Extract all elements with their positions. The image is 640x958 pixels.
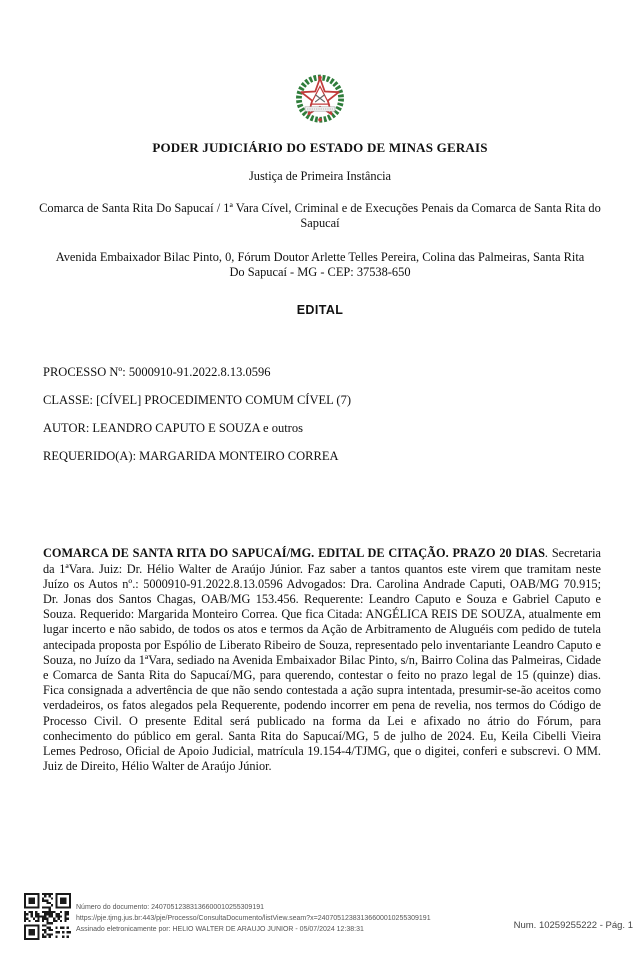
case-info-block xyxy=(43,365,600,477)
comarca-line: Comarca de Santa Rita Do Sapucaí / 1ª Vara Cível, Criminal e de Execuções Penais da Comarca de Santa Rita do Sapucaí xyxy=(39,201,601,230)
processo-line: PROCESSO Nº: 5000910-91.2022.8.13.0596 xyxy=(43,365,271,379)
qr-code-icon xyxy=(24,893,71,940)
classe-line: CLASSE: [CÍVEL] PROCEDIMENTO COMUM CÍVEL (7) xyxy=(43,393,351,407)
footer-signed-by: Assinado eletronicamente por: HELIO WALTER DE ARAUJO JUNIOR - 05/07/2024 12:38:31 xyxy=(76,926,364,933)
document-title: EDITAL xyxy=(296,303,344,317)
edital-body-lead: COMARCA DE SANTA RITA DO SAPUCAÍ/MG. EDITAL DE CITAÇÃO. PRAZO 20 DIAS xyxy=(43,546,545,561)
court-name: PODER JUDICIÁRIO DO ESTADO DE MINAS GERAIS xyxy=(152,140,488,155)
footer-document-url: https://pje.tjmg.jus.br:443/pje/Processo/ConsultaDocumento/listView.seam?x=24070512383136600010255309191 xyxy=(76,915,431,922)
footer-doc-number: Número do documento: 24070512383136600010255309191 xyxy=(76,904,264,911)
requerido-line: REQUERIDO(A): MARGARIDA MONTEIRO CORREA xyxy=(43,449,339,463)
court-address: Avenida Embaixador Bilac Pinto, 0, Fórum Doutor Arlette Telles Pereira, Colina das Palmeiras, Santa Rita Do Sapucaí - MG - CEP: 37538-650 xyxy=(55,250,585,279)
minas-gerais-coat-of-arms-icon xyxy=(283,66,357,134)
footer-signature-block xyxy=(76,902,431,935)
edital-body-paragraph xyxy=(43,546,601,774)
autor-line: AUTOR: LEANDRO CAPUTO E SOUZA e outros xyxy=(43,421,303,435)
justice-instance: Justiça de Primeira Instância xyxy=(248,169,392,183)
court-header xyxy=(0,66,640,279)
edital-body-rest: . Secretaria da 1ªVara. Juiz: Dr. Hélio Walter de Araújo Júnior. Faz saber a tantos quantos este virem que tramitam neste Juízo os Autos nº.: 5000910-91.2022.8.13.0596 Advogados: Dra. Carolina Andrade Caputi, OAB/MG 70.915; Dr. Jonas dos Santos Chagas, OAB/MG 153.456. Requerente: Leandro Caputo e Souza e Gabriel Caputo e Souza. Requerido: Margarida Monteiro Correa. Que fica Citada: ANGÉLICA REIS DE SOUZA, atualmente em lugar incerto e não sabido, de todos os atos e termos da Ação de Arbitramento de Aluguéis com pedido de tutela antecipada proposta por Espólio de Liberato Ribeiro de Souza, representado pelo inventariante Leandro Caputo e Souza, no Juízo da 1ªVara, sediado na Avenida Embaixador Bilac Pinto, s/n, Bairro Colina das Palmeiras, Cidade e Comarca de Santa Rita do Sapucaí/MG, para querendo, contestar o feito no prazo legal de 15 (quinze) dias. Fica consignada a advertência de que não sendo contestada a ação supra intentada, presumir-se-ão aceitos como verdadeiros, os fatos alegados pela Requerente, podendo incorrer em pena de revelia, nos termos do Código de Processo Civil. O presente Edital será publicado na forma da Lei e afixado no átrio do Fórum, para conhecimento do público em geral. Santa Rita do Sapucaí/MG, 5 de julho de 2024. Eu, Keila Cibelli Vieira Lemes Pedroso, Oficial de Apoio Judicial, matrícula 19.154-4/TJMG, que o digitei, conferi e subscrevi. O MM. Juiz de Direito, Hélio Walter de Araújo Júnior. xyxy=(43,546,601,774)
page-number: Num. 10259255222 - Pág. 1 xyxy=(513,920,633,931)
